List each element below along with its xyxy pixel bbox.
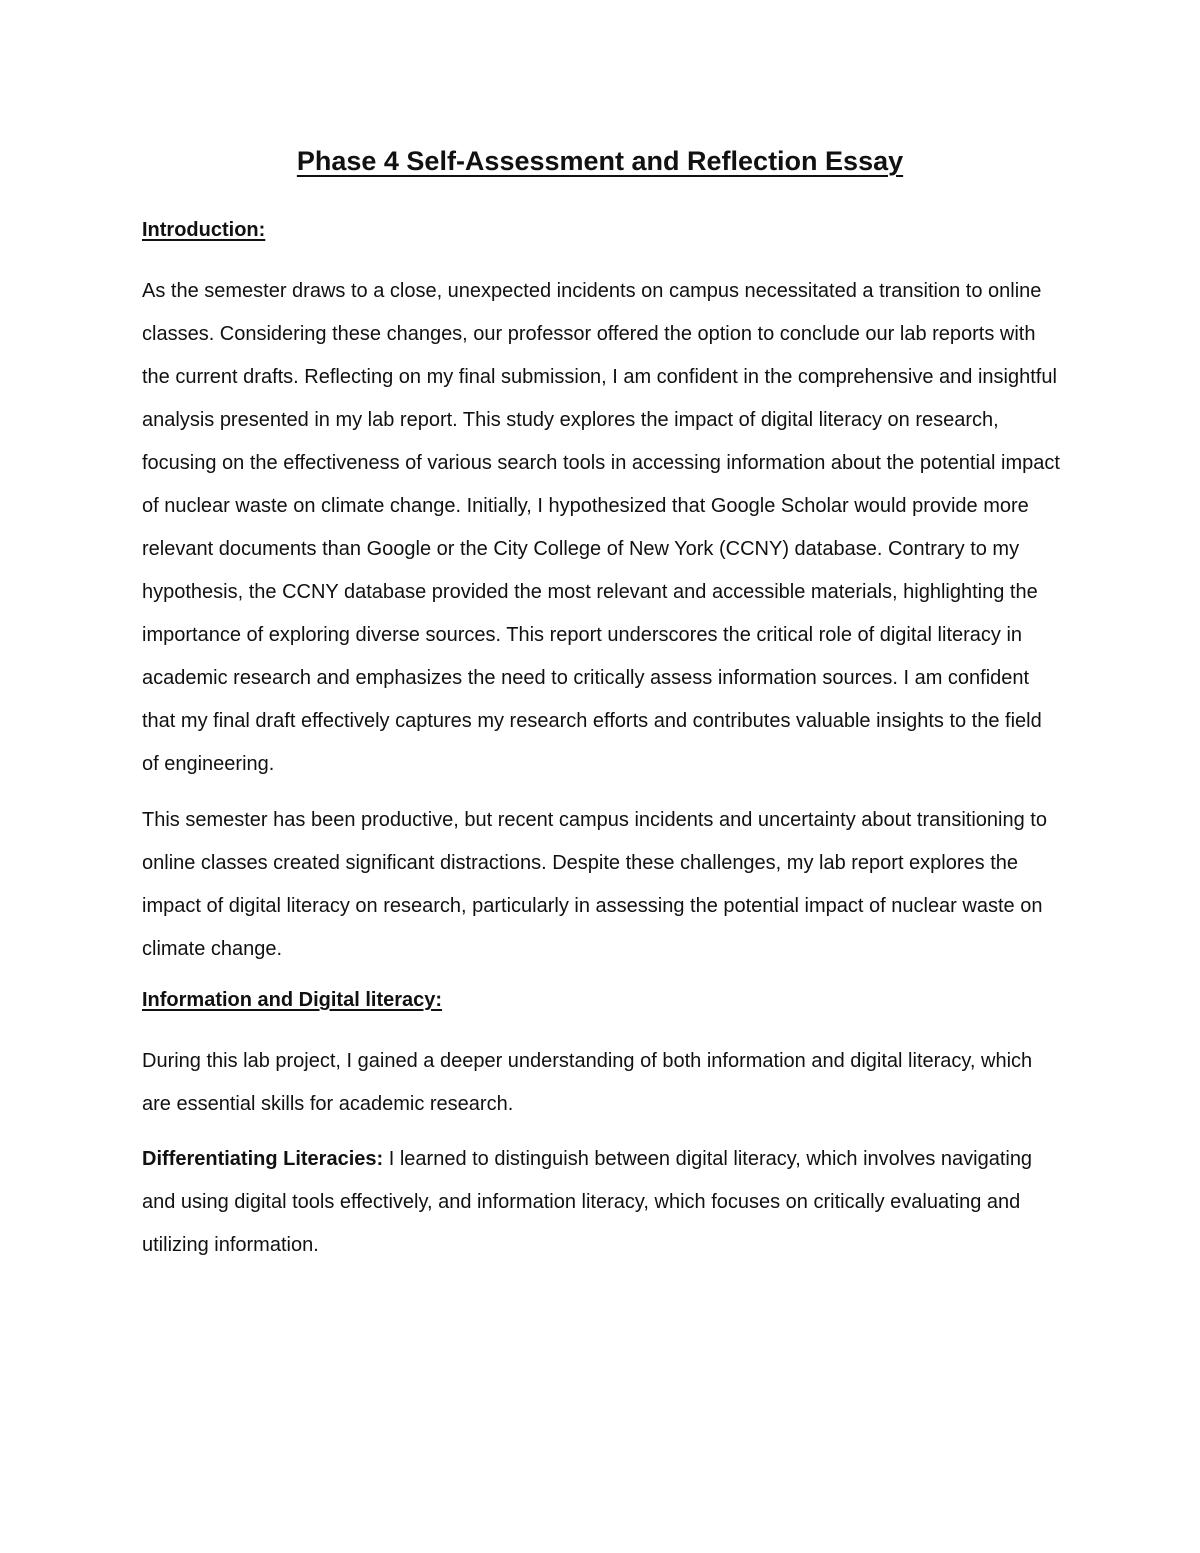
differentiating-text: I learned to distinguish between digital literacy, which involves navigating and using digital tools effectively, and information literacy, which focuses on critically evaluating and utilizing information. xyxy=(142,1148,1033,1256)
introduction-heading: Introduction: xyxy=(142,219,266,241)
intro-paragraph-1: As the semester draws to a close, unexpected incidents on campus necessitated a transition to online classes. Considering these changes, our professor offered the option to conclude our lab reports with the current drafts. Reflecting on my final submission, I am confident in the comprehensive and insightful analysis presented in my lab report. This study explores the impact of digital literacy on research, focusing on the effectiveness of various search tools in accessing information about the potential impact of nuclear waste on climate change. Initially, I hypothesized that Google Scholar would provide more relevant documents than Google or the City College of New York (CCNY) database. Contrary to my hypothesis, the CCNY database provided the most relevant and accessible materials, highlighting the importance of exploring diverse sources. This report underscores the critical role of digital literacy in academic research and emphasizes the need to critically assess information sources. I am confident that my final draft effectively captures my research efforts and contributes valuable insights to the field of engineering. xyxy=(142,280,1060,775)
info-paragraph-1: During this lab project, I gained a deeper understanding of both information and digital literacy, which are essential skills for academic research. xyxy=(142,1050,1033,1115)
differentiating-paragraph xyxy=(142,1138,1062,1267)
document-title: Phase 4 Self-Assessment and Reflection Essay xyxy=(296,146,904,176)
info-literacy-heading: Information and Digital literacy: xyxy=(142,989,443,1011)
differentiating-label: Differentiating Literacies: xyxy=(142,1148,384,1170)
intro-paragraph-2: This semester has been productive, but recent campus incidents and uncertainty about transitioning to online classes created significant distractions. Despite these challenges, my lab report explores the impact of digital literacy on research, particularly in assessing the potential impact of nuclear waste on climate change. xyxy=(142,809,1047,960)
document-body xyxy=(142,214,1062,1280)
